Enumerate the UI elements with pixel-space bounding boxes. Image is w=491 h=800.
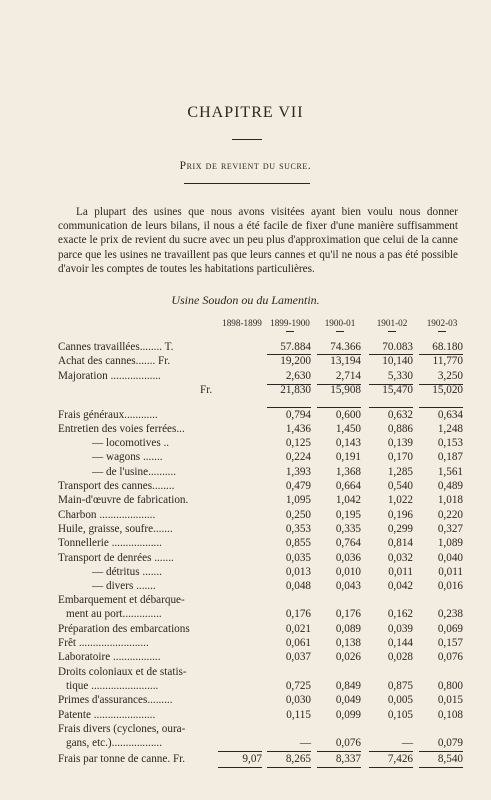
rule-under-subtotal xyxy=(369,407,413,408)
table-cell: 5,330 xyxy=(387,370,413,382)
row-label: Fr. xyxy=(200,384,213,396)
rule-subtotal xyxy=(419,384,463,385)
rule-total-bottom xyxy=(218,767,262,768)
row-label: Cannes travaillées........ T. xyxy=(58,341,174,353)
table-cell: 0,191 xyxy=(335,451,361,463)
table-cell: 2,630 xyxy=(285,370,311,382)
year-dash xyxy=(438,331,446,332)
rule-under-cannes xyxy=(317,354,361,355)
table-cell: 0,076 xyxy=(335,737,361,749)
table-cell: 0,016 xyxy=(437,580,463,592)
table-cell: 0,048 xyxy=(285,580,311,592)
table-cell: 0,335 xyxy=(335,523,361,535)
row-label: Patente ...................... xyxy=(58,709,156,721)
row-label: Tonnellerie .................. xyxy=(58,537,162,549)
row-label: Frais divers (cyclones, oura- xyxy=(58,723,186,735)
row-label: Huile, graisse, soufre....... xyxy=(58,523,173,535)
table-cell: 9,07 xyxy=(242,753,262,765)
table-cell: 11,770 xyxy=(432,355,463,367)
row-label: Préparation des embarcations xyxy=(58,623,190,635)
table-cell: 0,011 xyxy=(438,566,463,578)
table-cell: 0,224 xyxy=(285,451,311,463)
rule-under-subtotal xyxy=(267,407,311,408)
table-cell: 0,079 xyxy=(437,737,463,749)
table-cell: 1,248 xyxy=(437,423,463,435)
table-cell: 0,875 xyxy=(387,680,413,692)
row-label: tique ........................ xyxy=(66,680,159,692)
table-cell: 0,814 xyxy=(387,537,413,549)
table-cell: 19,200 xyxy=(280,355,311,367)
rule-under-subtotal xyxy=(419,407,463,408)
table-cell: 0,299 xyxy=(387,523,413,535)
year-header: 1902-03 xyxy=(426,318,458,328)
row-label: Main-d'œuvre de fabrication. xyxy=(58,494,189,506)
table-cell: 0,039 xyxy=(387,623,413,635)
table-cell: 13,194 xyxy=(330,355,361,367)
table-cell: 0,049 xyxy=(335,694,361,706)
table-cell: 0,021 xyxy=(285,623,311,635)
rule-total-bottom xyxy=(267,767,311,768)
year-header: 1901-02 xyxy=(376,318,408,328)
table-cell: 1,561 xyxy=(437,466,463,478)
table-cell: 0,353 xyxy=(285,523,311,535)
table-cell: — xyxy=(401,737,413,749)
table-cell: 7,426 xyxy=(387,753,413,765)
year-header: 1900-01 xyxy=(324,318,356,328)
row-label: Majoration .................. xyxy=(58,370,161,382)
table-cell: 8,540 xyxy=(437,753,463,765)
table-cell: 0,061 xyxy=(285,637,311,649)
table-cell: 0,030 xyxy=(285,694,311,706)
table-cell: 0,162 xyxy=(387,608,413,620)
year-dash xyxy=(336,331,344,332)
table-cell: 0,138 xyxy=(335,637,361,649)
table-cell: 0,327 xyxy=(437,523,463,535)
table-cell: 0,037 xyxy=(285,651,311,663)
table-cell: 0,010 xyxy=(335,566,361,578)
rule-subtotal xyxy=(267,384,311,385)
row-label: Frêt ......................... xyxy=(58,637,149,649)
year-header: 1898-1899 xyxy=(222,318,262,328)
row-label: — locomotives .. xyxy=(92,437,170,449)
table-cell: 0,089 xyxy=(335,623,361,635)
table-cell: 0,220 xyxy=(437,509,463,521)
table-cell: 1,095 xyxy=(285,494,311,506)
rule-total-top xyxy=(369,751,413,752)
intro-paragraph: La plupart des usines que nous avons visitées ayant bien voulu nous donner communication de leurs bilans, il nous a été facile de fixer d'une manière suffisamment exacte le prix de revient du sucre avec un peu plus d'approximation que celui de la canne parce que les usines ne travaillent pas que leurs cannes et qu'il ne nous a pas été possible d'avoir les comptes de toutes les habitations particulières. xyxy=(58,206,458,275)
table-cell: 57.884 xyxy=(280,341,311,353)
table-cell: 3,250 xyxy=(437,370,463,382)
table-cell: 0,800 xyxy=(437,680,463,692)
row-label: Transport des cannes........ xyxy=(58,480,175,492)
table-cell: 8,337 xyxy=(335,753,361,765)
row-label: ment au port.............. xyxy=(66,608,162,620)
rule-subtotal xyxy=(317,384,361,385)
table-cell: 15,470 xyxy=(382,384,413,396)
table-cell: 0,479 xyxy=(285,480,311,492)
table-cell: 0,634 xyxy=(437,409,463,421)
table-cell: 0,076 xyxy=(437,651,463,663)
table-cell: 0,849 xyxy=(335,680,361,692)
table-title: Usine Soudon ou du Lamentin. xyxy=(171,293,320,307)
row-label: Droits coloniaux et de statis- xyxy=(58,666,187,678)
table-cell: 0,144 xyxy=(387,637,413,649)
table-cell: 0,069 xyxy=(437,623,463,635)
row-label: Frais généraux............ xyxy=(58,409,158,421)
rule-subtotal xyxy=(369,384,413,385)
table-cell: 0,043 xyxy=(335,580,361,592)
table-cell: — xyxy=(299,737,311,749)
row-label: Laboratoire ................. xyxy=(58,651,161,663)
row-label: — de l'usine.......... xyxy=(92,466,177,478)
table-cell: 1,436 xyxy=(285,423,311,435)
row-label: Transport de denrées ....... xyxy=(58,552,174,564)
table-cell: 0,005 xyxy=(387,694,413,706)
table-cell: 0,115 xyxy=(286,709,311,721)
row-label: — divers ....... xyxy=(92,580,156,592)
table-cell: 0,664 xyxy=(335,480,361,492)
rule-total-bottom xyxy=(369,767,413,768)
rule-total-top xyxy=(317,751,361,752)
table-cell: 1,022 xyxy=(387,494,413,506)
row-label: Achat des cannes....... Fr. xyxy=(58,355,171,367)
table-cell: 15,020 xyxy=(432,384,463,396)
year-header: 1899-1900 xyxy=(270,318,310,328)
table-cell: 0,187 xyxy=(437,451,463,463)
table-cell: 0,105 xyxy=(387,709,413,721)
rule-under-cannes xyxy=(267,354,311,355)
row-label: Charbon .................... xyxy=(58,509,156,521)
table-cell: 0,026 xyxy=(335,651,361,663)
table-cell: 0,013 xyxy=(285,566,311,578)
rule-under-cannes xyxy=(419,354,463,355)
year-dash xyxy=(286,331,294,332)
row-label: Embarquement et débarque- xyxy=(58,594,185,606)
section-title: Prix de revient du sucre. xyxy=(179,160,312,172)
table-cell: 0,032 xyxy=(387,552,413,564)
table-cell: 21,830 xyxy=(280,384,311,396)
row-label: — détritus ....... xyxy=(92,566,162,578)
rule-total-bottom xyxy=(419,767,463,768)
table-cell: 0,855 xyxy=(285,537,311,549)
table-cell: 1,450 xyxy=(335,423,361,435)
table-cell: 0,143 xyxy=(335,437,361,449)
table-cell: 0,489 xyxy=(437,480,463,492)
table-cell: 15,908 xyxy=(330,384,361,396)
table-cell: 0,794 xyxy=(285,409,311,421)
table-cell: 0,028 xyxy=(387,651,413,663)
table-cell: 0,125 xyxy=(285,437,311,449)
table-cell: 1,393 xyxy=(285,466,311,478)
table-cell: 0,196 xyxy=(387,509,413,521)
table-cell: 0,153 xyxy=(437,437,463,449)
table-cell: 1,018 xyxy=(437,494,463,506)
table-cell: 0,886 xyxy=(387,423,413,435)
table-cell: 70.083 xyxy=(382,341,413,353)
table-cell: 10,140 xyxy=(382,355,413,367)
table-cell: 0,725 xyxy=(285,680,311,692)
chapter-title: CHAPITRE VII xyxy=(187,104,304,121)
table-cell: 0,108 xyxy=(437,709,463,721)
table-cell: 0,035 xyxy=(285,552,311,564)
year-dash xyxy=(388,331,396,332)
row-label: — wagons ....... xyxy=(92,451,163,463)
table-cell: 0,632 xyxy=(387,409,413,421)
table-cell: 0,238 xyxy=(437,608,463,620)
table-cell: 8,265 xyxy=(285,753,311,765)
table-cell: 0,036 xyxy=(335,552,361,564)
table-cell: 1,089 xyxy=(437,537,463,549)
table-cell: 1,368 xyxy=(335,466,361,478)
table-cell: 0,099 xyxy=(335,709,361,721)
table-cell: 68.180 xyxy=(432,341,463,353)
table-cell: 0,040 xyxy=(437,552,463,564)
table-cell: 0,170 xyxy=(387,451,413,463)
row-label: Primes d'assurances......... xyxy=(58,694,173,706)
table-cell: 0,540 xyxy=(387,480,413,492)
table-cell: 0,195 xyxy=(335,509,361,521)
table-cell: 2,714 xyxy=(335,370,361,382)
rule-under-subtotal xyxy=(317,407,361,408)
rule-total-top xyxy=(267,751,311,752)
table-cell: 0,600 xyxy=(335,409,361,421)
table-cell: 0,042 xyxy=(387,580,413,592)
table-cell: 0,250 xyxy=(285,509,311,521)
rule-total-top xyxy=(218,751,262,752)
table-cell: 0,157 xyxy=(437,637,463,649)
rule-under-cannes xyxy=(369,354,413,355)
table-cell: 1,042 xyxy=(335,494,361,506)
table-cell: 0,011 xyxy=(388,566,413,578)
row-label: gans, etc.).................. xyxy=(66,737,163,749)
row-label: Frais par tonne de canne. Fr. xyxy=(58,753,186,765)
table-cell: 74.366 xyxy=(330,341,361,353)
table-cell: 0,176 xyxy=(285,608,311,620)
table-cell: 1,285 xyxy=(387,466,413,478)
rule-total-top xyxy=(419,751,463,752)
table-cell: 0,764 xyxy=(335,537,361,549)
table-cell: 0,015 xyxy=(437,694,463,706)
table-cell: 0,176 xyxy=(335,608,361,620)
table-cell: 0,139 xyxy=(387,437,413,449)
row-label: Entretien des voies ferrées... xyxy=(58,423,185,435)
rule-total-bottom xyxy=(317,767,361,768)
